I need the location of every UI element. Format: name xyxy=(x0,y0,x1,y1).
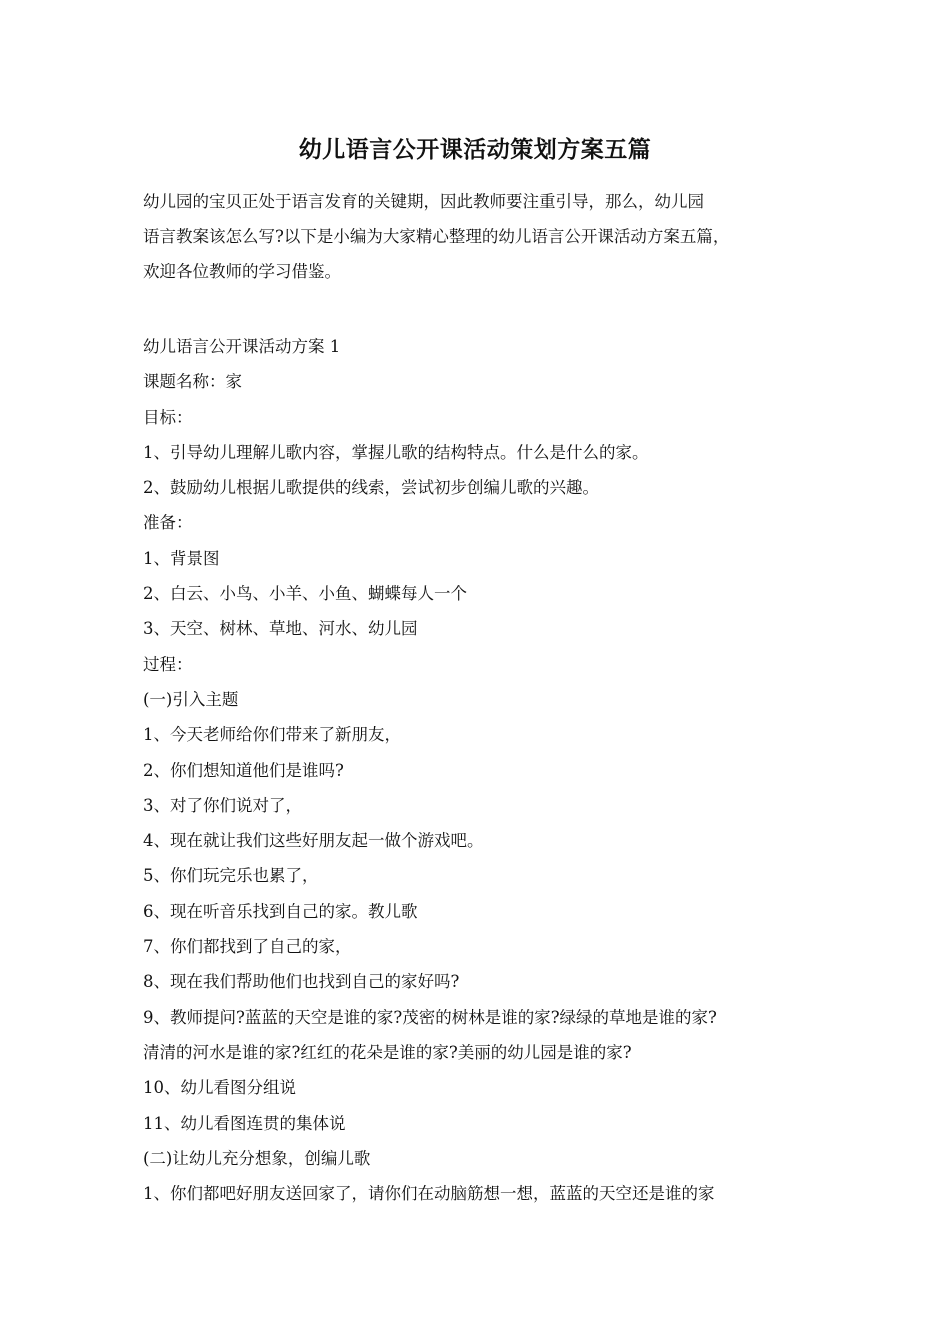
process-step: 3、对了你们说对了， xyxy=(143,795,302,815)
intro-line: 语言教案该怎么写?以下是小编为大家精心整理的幼儿语言公开课活动方案五篇， xyxy=(143,227,730,246)
process-step-continued: 清清的河水是谁的家?红红的花朵是谁的家?美丽的幼儿园是谁的家? xyxy=(143,1042,632,1062)
process-step: 1、你们都吧好朋友送回家了，请你们在动脑筋想一想，蓝蓝的天空还是谁的家 xyxy=(143,1184,715,1204)
preparation-item: 2、白云、小鸟、小羊、小鱼、蝴蝶每人一个 xyxy=(143,584,467,604)
process-step: 10、幼儿看图分组说 xyxy=(143,1078,296,1098)
document-title: 幼儿语言公开课活动策划方案五篇 xyxy=(298,136,652,163)
process-subheading: (一)引入主题 xyxy=(143,689,239,709)
section-label-goals: 目标： xyxy=(143,407,193,427)
preparation-item: 1、背景图 xyxy=(143,548,220,568)
intro-line: 幼儿园的宝贝正处于语言发育的关键期，因此教师要注重引导，那么，幼儿园 xyxy=(143,192,704,211)
process-step: 4、现在就让我们这些好朋友起一做个游戏吧。 xyxy=(143,831,484,851)
process-subheading: (二)让幼儿充分想象，创编儿歌 xyxy=(143,1148,371,1168)
plan-body xyxy=(143,329,833,1211)
intro-paragraph xyxy=(143,184,833,289)
process-step: 1、今天老师给你们带来了新朋友， xyxy=(143,725,401,745)
process-step: 9、教师提问?蓝蓝的天空是谁的家?茂密的树林是谁的家?绿绿的草地是谁的家? xyxy=(143,1007,717,1027)
goal-item: 2、鼓励幼儿根据儿歌提供的线索，尝试初步创编儿歌的兴趣。 xyxy=(143,478,599,498)
process-step: 11、幼儿看图连贯的集体说 xyxy=(143,1113,346,1133)
process-step: 5、你们玩完乐也累了， xyxy=(143,866,319,886)
section-label-preparation: 准备： xyxy=(143,513,193,533)
preparation-item: 3、天空、树林、草地、河水、幼儿园 xyxy=(143,619,418,639)
process-step: 8、现在我们帮助他们也找到自己的家好吗? xyxy=(143,972,460,992)
intro-line: 欢迎各位教师的学习借鉴。 xyxy=(143,262,341,281)
goal-item: 1、引导幼儿理解儿歌内容，掌握儿歌的结构特点。什么是什么的家。 xyxy=(143,442,649,462)
topic-name: 课题名称：家 xyxy=(143,372,242,392)
section-label-process: 过程： xyxy=(143,654,193,674)
plan-heading: 幼儿语言公开课活动方案 1 xyxy=(143,337,341,356)
process-step: 6、现在听音乐找到自己的家。教儿歌 xyxy=(143,901,418,921)
process-step: 7、你们都找到了自己的家， xyxy=(143,937,352,957)
process-step: 2、你们想知道他们是谁吗? xyxy=(143,760,344,780)
